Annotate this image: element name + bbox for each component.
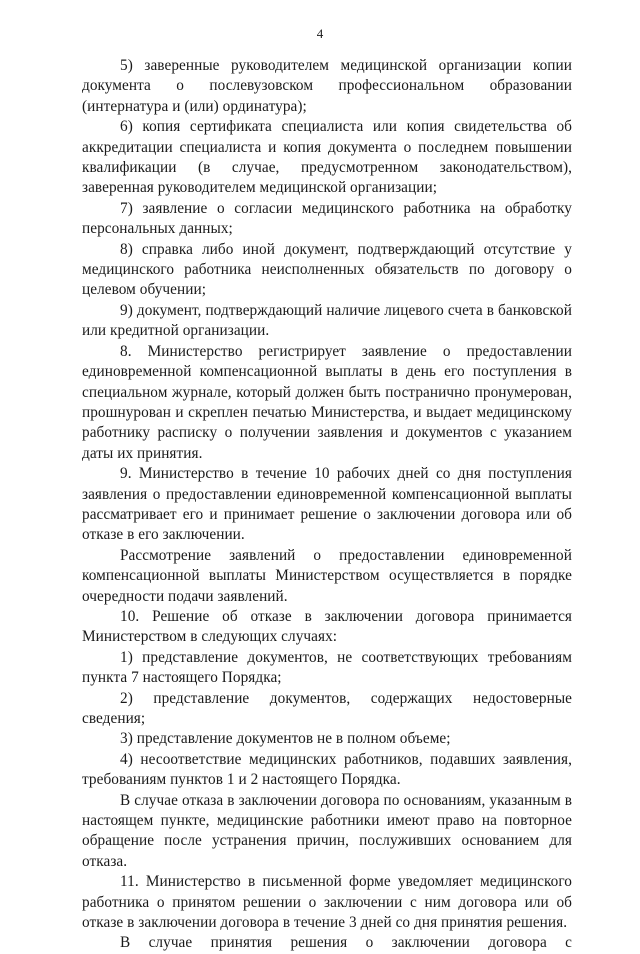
paragraph-clause-11-notification: 11. Министерство в письменной форме уведомляет медицинского работника о принятом решении о заключении с ним договора или об отказе в заключении договора в течение 3 дней со дня принятия решения.	[82, 873, 572, 932]
paragraph-review-order: Рассмотрение заявлений о предоставлении единовременной компенсационной выплаты Министерством осуществляется в порядке очередности подачи заявлений.	[82, 546, 572, 605]
page-number: 4	[316, 26, 324, 41]
paragraph-item-7-consent: 7) заявление о согласии медицинского работника на обработку персональных данных;	[82, 199, 572, 238]
paragraph-clause-8-registration: 8. Министерство регистрирует заявление о предоставлении единовременной компенсационной выплаты в день его поступления в специальном журнале, который должен быть постранично пронумерован, прошнурован и скреплен печатью Министерства, и выдает медицинскому работнику расписку о получении заявления и документов с указанием даты их принятия.	[82, 342, 572, 462]
paragraph-item-6-certificate-copy: 6) копия сертификата специалиста или копия свидетельства об аккредитации специалиста и копия документа о последнем повышении квалификации (в случае, предусмотренном законодательством), заверенная руководителем медицинской организации;	[82, 118, 572, 197]
paragraph-continuation: В случае принятия решения о заключении договора с	[120, 934, 572, 952]
paragraph-refusal-reason-1: 1) представление документов, не соответствующих требованиям пункта 7 настоящего Порядка;	[82, 648, 572, 687]
paragraph-clause-10-refusal: 10. Решение об отказе в заключении договора принимается Министерством в следующих случаях:	[82, 607, 572, 646]
paragraph-refusal-reason-4: 4) несоответствие медицинских работников, подавших заявления, требованиям пунктов 1 и 2 настоящего Порядка.	[82, 750, 572, 789]
paragraph-refusal-reason-2: 2) представление документов, содержащих недостоверные сведения;	[82, 689, 572, 727]
paragraph-clause-9-review: 9. Министерство в течение 10 рабочих дней со дня поступления заявления о предоставлении единовременной компенсационной выплаты рассматривает его и принимает решение о заключении договора или об отказе в его заключении.	[82, 465, 572, 544]
paragraph-item-5-diploma-copy: 5) заверенные руководителем медицинской организации копии документа о послевузовском профессиональном образовании (интернатура и (или) ординатура);	[82, 57, 572, 115]
paragraph-refusal-reason-3: 3) представление документов не в полном объеме;	[120, 730, 451, 748]
document-body	[82, 56, 572, 954]
paragraph-item-8-no-obligations: 8) справка либо иной документ, подтверждающий отсутствие у медицинского работника неисполненных обязательств по договору о целевом обучении;	[82, 240, 572, 299]
paragraph-repeat-application: В случае отказа в заключении договора по основаниям, указанным в настоящем пункте, медицинские работники имеют право на повторное обращение после устранения причин, послуживших основанием для отказа.	[82, 791, 572, 870]
paragraph-item-9-bank-account: 9) документ, подтверждающий наличие лицевого счета в банковской или кредитной организации.	[82, 301, 572, 340]
